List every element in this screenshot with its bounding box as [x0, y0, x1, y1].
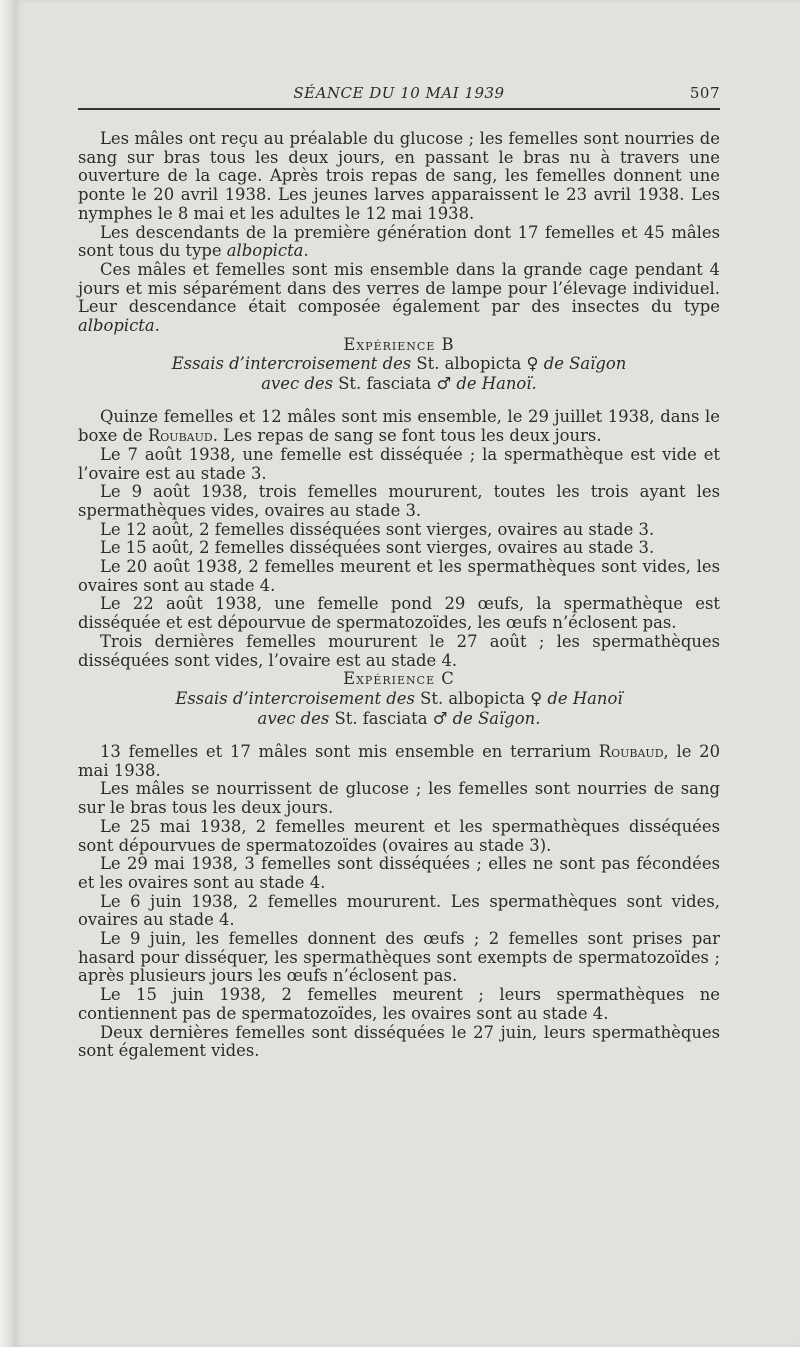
paragraph: Le 22 août 1938, une femelle pond 29 œufs, la spermathèque est disséquée et est dépourvue de spermatozoïdes, les œufs n’éclosent pas.	[78, 594, 720, 633]
subtitle-text: avec des	[261, 374, 333, 394]
paragraph-text: 13 femelles et 17 mâles sont mis ensemble en terrarium	[100, 741, 592, 761]
paragraph: Le 9 août 1938, trois femelles moururent, toutes les trois ayant les spermathèques vides, ovaires au stade 3.	[78, 482, 720, 520]
paragraph: Les mâles ont reçu au préalable du glucose ; les femelles sont nourries de sang sur bras tous les deux jours, en passant le bras nu à travers une ouverture de la cage. Après trois repas de sang, les femelles donnent une ponte le 20 avril 1938. Les jeunes larves apparaissent le 23 avril 1938. Les nymphes le 8 mai et les adultes le 12 mai 1938.	[78, 129, 720, 223]
header-title: SÉANCE DU 10 MAI 1939	[293, 84, 505, 102]
paragraph: Le 29 mai 1938, 3 femelles sont disséquées ; elles ne sont pas fécondées et les ovaires sont au stade 4.	[78, 854, 720, 892]
paragraph	[78, 261, 720, 336]
subtitle-text: Essais d’intercroisement des	[175, 688, 415, 708]
paragraph: Le 9 juin, les femelles donnent des œufs ; 2 femelles sont prises par hasard pour disséquer, les spermathèques sont exempts de spermatozoïdes ; après plusieurs jours les œufs n’éclosent pas.	[78, 929, 720, 986]
paragraph: Trois dernières femelles moururent le 27 août ; les spermathèques disséquées sont vides, l’ovaire est au stade 4.	[78, 631, 720, 670]
paragraph: Le 20 août 1938, 2 femelles meurent et les spermathèques sont vides, les ovaires sont au stade 4.	[78, 557, 720, 595]
paragraph: Deux dernières femelles sont disséquées le 27 juin, leurs spermathèques sont également vides.	[78, 1022, 720, 1061]
paragraph: Le 7 août 1938, une femelle est disséquée ; la spermathèque est vide et l’ovaire est au stade 3.	[78, 444, 720, 483]
paragraph-text: Ces mâles et femelles sont mis ensemble dans la grande cage pendant 4 jours et mis séparément dans des verres de lampe pour l’élevage individuel. Leur descendance était composée également par des insectes du type	[78, 259, 720, 317]
body-text	[78, 130, 720, 1061]
running-header	[78, 84, 720, 104]
species-name: albopicta	[78, 316, 155, 336]
author-name: Roubaud	[598, 741, 664, 761]
paragraph	[78, 408, 720, 445]
subtitle-place: de Hanoï	[547, 688, 623, 708]
paragraph-text: Quinze femelles et 12 mâles sont mis ensemble, le 29 juillet 1938, dans le boxe de	[78, 407, 720, 446]
paragraph: Le 15 août, 2 femelles disséquées sont vierges, ovaires au stade 3.	[100, 538, 655, 558]
section-heading-b: Expérience B	[343, 334, 455, 354]
subtitle-place: de Saïgon	[543, 354, 627, 374]
header-rule	[78, 108, 720, 110]
paragraph	[78, 224, 720, 261]
species-name: albopicta	[226, 241, 304, 261]
paragraph: Le 6 juin 1938, 2 femelles moururent. Les spermathèques sont vides, ovaires au stade 4.	[78, 891, 720, 930]
subtitle-text: avec des	[257, 708, 330, 728]
paragraph	[78, 743, 720, 780]
section-subtitle-b	[78, 354, 720, 394]
species-female: St. albopicta ♀	[420, 688, 543, 708]
page-number: 507	[689, 84, 720, 102]
section-heading-c: Expérience C	[343, 669, 455, 689]
paragraph: Le 12 août, 2 femelles disséquées sont vierges, ovaires au stade 3.	[100, 519, 655, 539]
subtitle-place: de Hanoï.	[456, 374, 537, 394]
paragraph: Les mâles se nourrissent de glucose ; les femelles sont nourries de sang sur le bras tous les deux jours.	[78, 779, 720, 818]
species-male: St. fasciata ♂	[338, 374, 452, 394]
book-gutter	[0, 0, 14, 1347]
author-name: Roubaud	[147, 426, 213, 446]
paragraph: Le 15 juin 1938, 2 femelles meurent ; leurs spermathèques ne contiennent pas de spermatozoïdes, les ovaires sont au stade 4.	[78, 985, 720, 1023]
paragraph-text: Les descendants de la première génération dont 17 femelles et 45 mâles sont tous du type	[78, 222, 720, 261]
paragraph-text: , le 20 mai 1938.	[78, 741, 720, 780]
paragraph-end: .	[154, 316, 160, 336]
subtitle-text: Essais d’intercroisement des	[171, 354, 412, 374]
paragraph: Le 25 mai 1938, 2 femelles meurent et les spermathèques disséquées sont dépourvues de spermatozoïdes (ovaires au stade 3).	[78, 816, 720, 855]
paragraph-text: . Les repas de sang se font tous les deux jours.	[212, 426, 602, 446]
section-subtitle-c	[78, 689, 720, 729]
paragraph-end: .	[303, 241, 309, 261]
species-male: St. fasciata ♂	[334, 708, 448, 728]
subtitle-place: de Saïgon.	[452, 708, 541, 728]
species-female: St. albopicta ♀	[416, 354, 539, 374]
